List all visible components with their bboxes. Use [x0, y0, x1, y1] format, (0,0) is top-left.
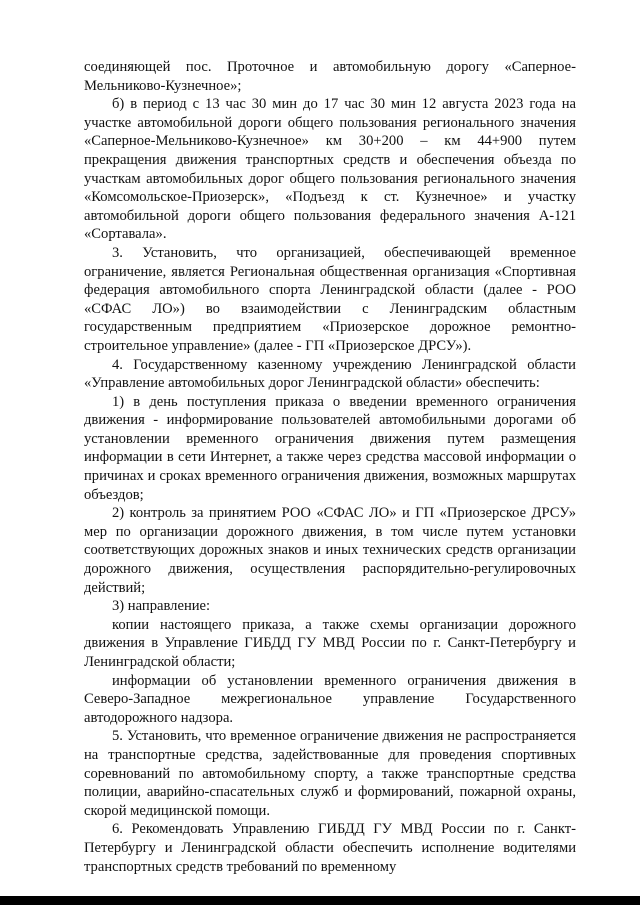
paragraph-item-b: б) в период с 13 час 30 мин до 17 час 30 мин 12 августа 2023 года на участке автомобильной дороги общего пользования регионального значения «Саперное-Мельниково-Кузнечное» км 30+200 – км 44+900 путем прекращения движения транспортных средств и обеспечения объезда по участкам автомобильных дорог общего пользования регионального значения «Комсомольское-Приозерск», «Подъезд к ст. Кузнечное» и участку автомобильной дороги общего пользования федерального значения А-121 «Сортавала».	[84, 96, 576, 243]
paragraph-copies: копии настоящего приказа, а также схемы организации дорожного движения в Управление ГИБДД ГУ МВД России по г. Санкт-Петербургу и Ленинградской области;	[84, 616, 576, 670]
scan-bottom-edge	[0, 896, 640, 905]
paragraph-clause-5: 5. Установить, что временное ограничение движения не распространяется на транспортные средства, задействованные для проведения спортивных соревнований по автомобильному спорту, а также транспортные средства полиции, аварийно-спасательных служб и формирований, пожарной охраны, скорой медицинской помощи.	[84, 728, 576, 819]
paragraph-clause-6: 6. Рекомендовать Управлению ГИБДД ГУ МВД России по г. Санкт-Петербургу и Ленинградской области обеспечить исполнение водителями транспортных средств требований по временному	[84, 821, 576, 875]
paragraph-clause-4-2: 2) контроль за принятием РОО «СФАС ЛО» и ГП «Приозерское ДРСУ» мер по организации дорожного движения, в том числе путем установки соответствующих дорожных знаков и иных технических средств организации дорожного движения, осуществления распорядительно-регулировочных действий;	[84, 505, 576, 596]
paragraph-clause-4: 4. Государственному казенному учреждению Ленинградской области «Управление автомобильных дорог Ленинградской области» обеспечить:	[84, 356, 576, 392]
paragraph-continuation: соединяющей пос. Проточное и автомобильную дорогу «Саперное-Мельниково-Кузнечное»;	[84, 59, 576, 94]
paragraph-information: информации об установлении временного ограничения движения в Северо-Западное межрегиональное управление Государственного автодорожного надзора.	[84, 672, 576, 726]
paragraph-clause-4-1: 1) в день поступления приказа о введении временного ограничения движения - информирование пользователей автомобильными дорогами об установлении временного ограничения движения путем размещения информации в сети Интернет, а также через средства массовой информации о причинах и сроках временного ограничения движения, возможных маршрутах объездов;	[84, 393, 576, 503]
document-body	[84, 58, 576, 876]
paragraph-clause-3: 3. Установить, что организацией, обеспечивающей временное ограничение, является Региональная общественная организация «Спортивная федерация автомобильного спорта Ленинградской области (далее - РОО «СФАС ЛО») во взаимодействии с Ленинградским областным государственным предприятием «Приозерское дорожное ремонтно-строительное управление» (далее - ГП «Приозерское ДРСУ»).	[84, 244, 576, 354]
paragraph-clause-4-3: 3) направление:	[112, 598, 211, 615]
